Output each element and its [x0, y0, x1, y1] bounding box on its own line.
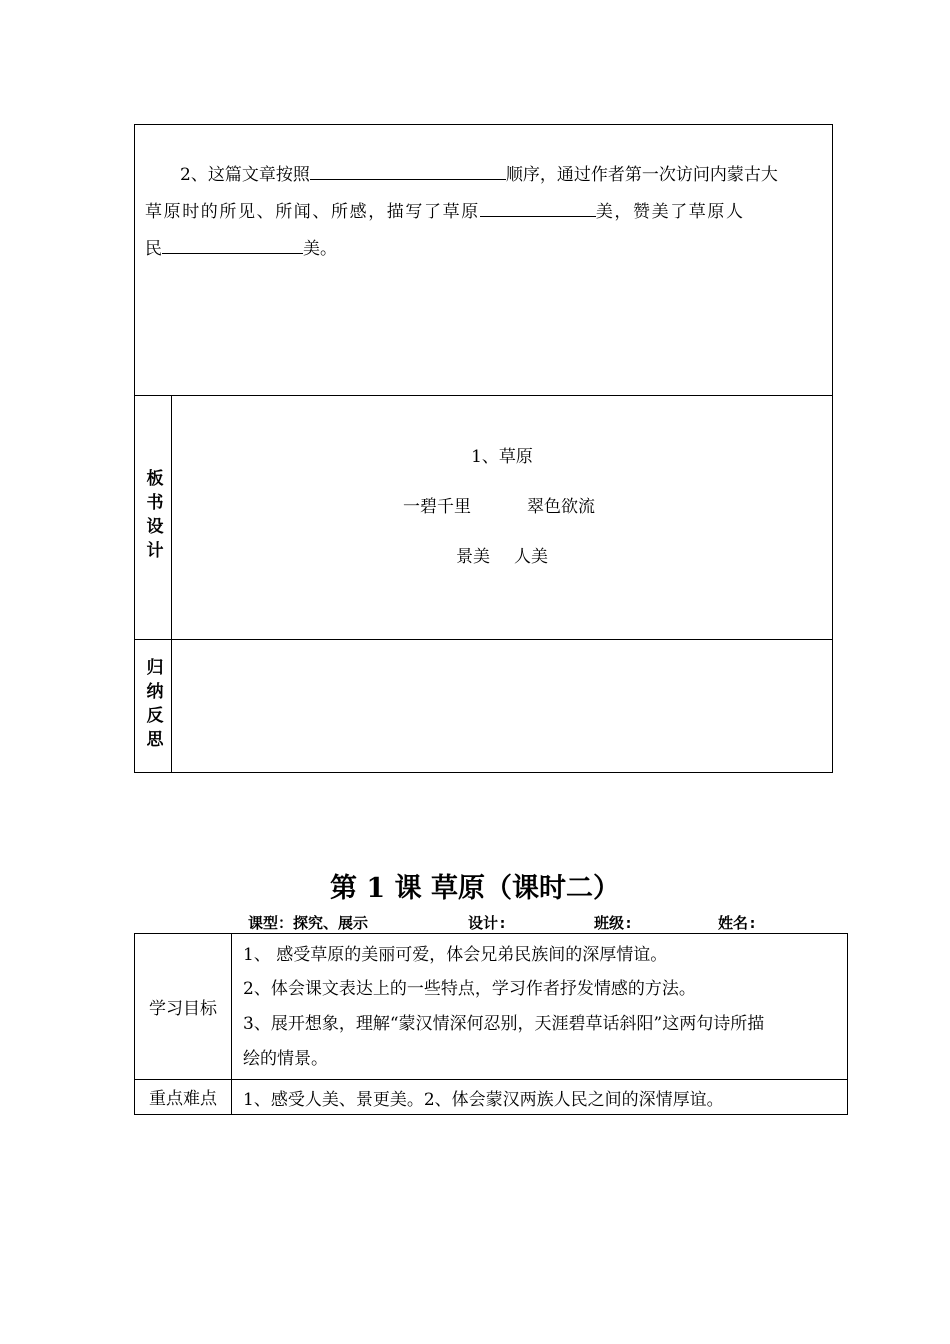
- reflection-row: [135, 639, 832, 772]
- goal-item: 2、体会课文表达上的一些特点，学习作者抒发情感的方法。: [243, 979, 696, 999]
- question-line-2: [145, 201, 745, 222]
- answer-blank-2[interactable]: [480, 201, 596, 217]
- goal-item: 1、 感受草原的美丽可爱，体会兄弟民族间的深厚情谊。: [243, 945, 668, 965]
- answer-blank-3[interactable]: [162, 238, 303, 254]
- question-text: 顺序，通过作者第一次访问内蒙古大: [505, 165, 778, 185]
- goal-item-continued: 绘的情景。: [243, 1049, 328, 1069]
- question-text: 美，赞美了草原人: [595, 202, 745, 222]
- answer-blank-1[interactable]: [310, 164, 506, 180]
- question-text: 2、这篇文章按照: [180, 165, 310, 185]
- board-line-3a: 景美: [456, 547, 490, 567]
- key-points-text: 1、感受人美、景更美。2、体会蒙汉两族人民之间的深情厚谊。: [243, 1090, 724, 1110]
- question-line-1: [180, 164, 778, 185]
- reflection-label: 归纳反思: [135, 639, 172, 772]
- board-line-2a: 一碧千里: [403, 497, 471, 517]
- key-points-label: 重点难点: [135, 1079, 232, 1114]
- lesson-plan-table: [134, 933, 848, 1115]
- board-line-1: 1、草原: [471, 447, 533, 467]
- upper-table: [134, 124, 833, 773]
- name-field-label: 姓名:: [718, 914, 758, 932]
- design-field-label: 设计:: [468, 914, 508, 932]
- class-field-label: 班级:: [594, 914, 634, 932]
- lesson-title: 第 1 课 草原（课时二）: [330, 873, 620, 904]
- key-points-row: [135, 1079, 847, 1114]
- question-text: 美。: [303, 239, 337, 259]
- goals-label: 学习目标: [135, 934, 232, 1079]
- reflection-input-area[interactable]: [172, 639, 832, 772]
- lesson-type: 课型：探究、展示: [248, 914, 369, 932]
- question-text: 民: [145, 239, 162, 259]
- board-design-label: 板书设计: [135, 395, 172, 639]
- goal-item: 3、展开想象，理解“蒙汉情深何忍别，天涯碧草话斜阳”这两句诗所描: [243, 1014, 765, 1034]
- board-line-2b: 翠色欲流: [527, 497, 595, 517]
- board-line-3b: 人美: [514, 547, 548, 567]
- question-text: 草原时的所见、所闻、所感，描写了草原: [145, 202, 480, 222]
- board-design-row: [135, 395, 832, 640]
- goals-row: [135, 934, 847, 1080]
- question-line-3: [145, 238, 337, 259]
- question-cell: [135, 125, 832, 396]
